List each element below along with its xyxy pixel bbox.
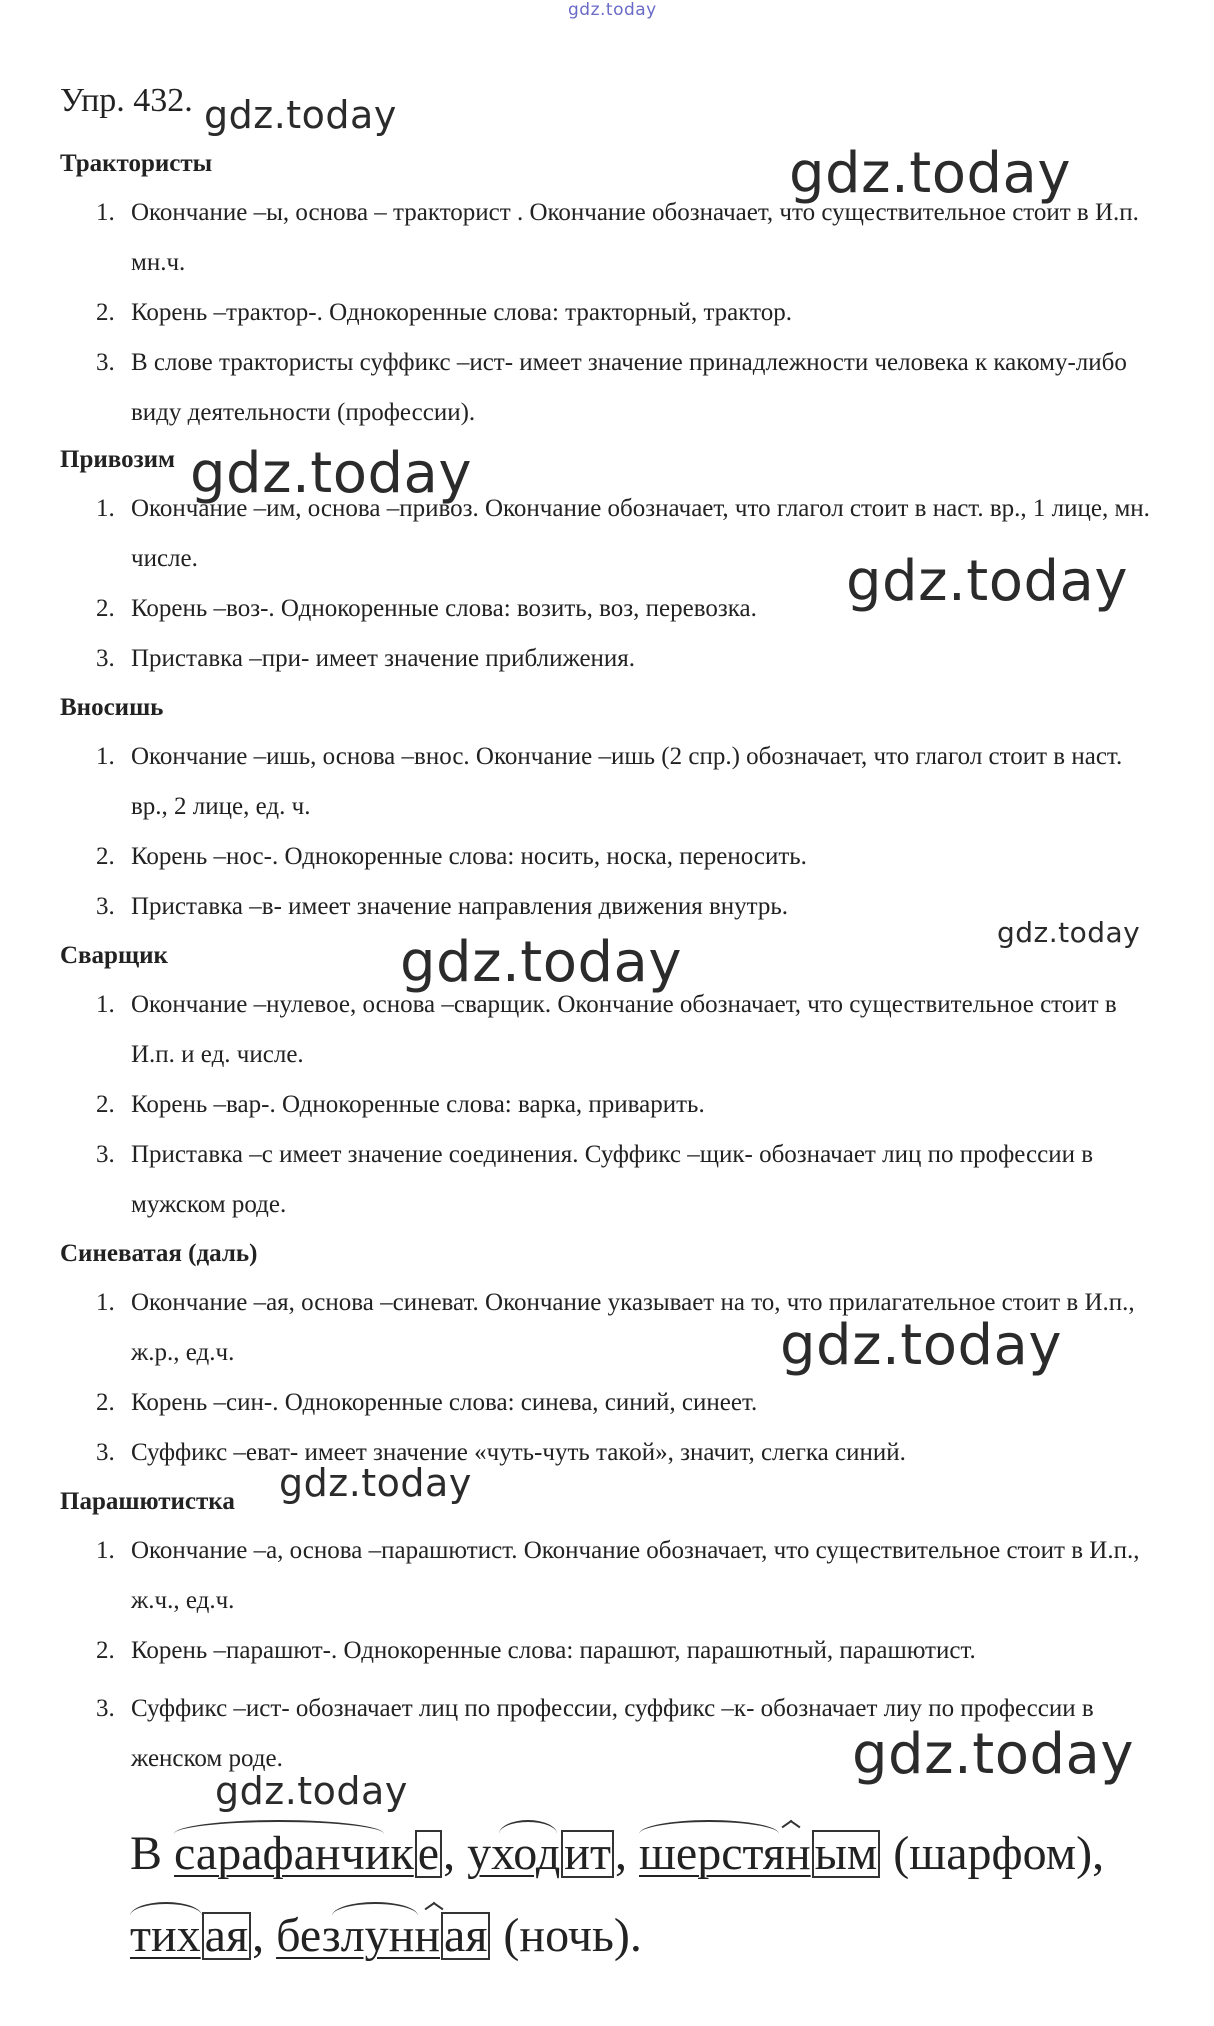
item-text: В слове трактористы суффикс –ист- имеет значение принадлежности человека к какому-либо виду деятельности (профессии).	[131, 349, 1127, 426]
item-number: 1.	[96, 1289, 115, 1316]
watermark: gdz.today	[215, 1769, 408, 1813]
item-text: Приставка –при- имеет значение приближения.	[131, 645, 636, 672]
section-title: Сварщик	[60, 942, 168, 969]
item-text: Окончание –ы, основа – тракторист . Окончание обозначает, что существительное стоит в И.п. мн.ч.	[131, 199, 1139, 276]
watermark: gdz.today	[997, 916, 1141, 949]
ending-box: ит	[561, 1830, 614, 1878]
list-item	[96, 1130, 1156, 1230]
root-arc	[499, 1820, 557, 1834]
word: (шарфом),	[893, 1827, 1105, 1880]
item-number: 3.	[96, 1141, 115, 1168]
section-title: Парашютистка	[60, 1488, 235, 1515]
watermark: gdz.today	[279, 1461, 472, 1505]
watermark: gdz.today	[190, 441, 473, 506]
ending-box: ая	[202, 1912, 251, 1960]
item-number: 3.	[96, 645, 115, 672]
watermark: gdz.today	[789, 141, 1072, 206]
item-number: 2.	[96, 1389, 115, 1416]
root-arc	[332, 1902, 418, 1916]
section-title: Синеватая (даль)	[60, 1240, 258, 1267]
root-arc	[639, 1820, 779, 1834]
item-number: 1.	[96, 199, 115, 226]
list-item	[96, 1428, 1156, 1478]
morpheme-word	[276, 1906, 491, 1966]
suffix-mark	[781, 1818, 801, 1830]
item-number: 1.	[96, 495, 115, 522]
list-item	[96, 1378, 1156, 1428]
item-text: Окончание –а, основа –парашютист. Окончание обозначает, что существительное стоит в И.п., ж.ч., ед.ч.	[131, 1537, 1140, 1614]
word: В	[130, 1827, 163, 1880]
item-text: Приставка –в- имеет значение направления движения внутрь.	[131, 893, 789, 920]
word-stem: тих	[130, 1909, 201, 1962]
comma: ,	[614, 1827, 627, 1880]
word-stem: шерстян	[638, 1827, 811, 1880]
morpheme-word	[130, 1906, 252, 1966]
item-number: 2.	[96, 843, 115, 870]
morpheme-word	[639, 1824, 881, 1884]
morpheme-word	[467, 1824, 615, 1884]
item-number: 3.	[96, 349, 115, 376]
section-title: Привозим	[60, 446, 176, 473]
watermark: gdz.today	[846, 549, 1129, 614]
list-item	[96, 634, 1156, 684]
morpheme-word	[174, 1824, 443, 1884]
list-item	[96, 288, 1156, 338]
item-number: 3.	[96, 1695, 115, 1722]
list-item	[96, 980, 1156, 1080]
item-text: Окончание –ая, основа –синеват. Окончание указывает на то, что прилагательное стоит в И.п., ж.р., ед.ч.	[131, 1289, 1135, 1366]
item-text: Окончание –ишь, основа –внос. Окончание –ишь (2 спр.) обозначает, что глагол стоит в наст. вр., 2 лице, ед. ч.	[131, 743, 1123, 820]
list-item	[96, 732, 1156, 832]
item-text: Суффикс –ист- обозначает лиц по профессии, суффикс –к- обозначает лиу по профессии в женском роде.	[131, 1695, 1094, 1772]
list-item	[96, 1626, 1156, 1676]
word-stem: уход	[467, 1827, 561, 1880]
list-item	[96, 338, 1156, 438]
ending-box: е	[415, 1830, 442, 1878]
comma: ,	[252, 1909, 265, 1962]
section-title: Вносишь	[60, 694, 164, 721]
watermark: gdz.today	[400, 930, 683, 995]
item-number: 2.	[96, 1637, 115, 1664]
word-stem: сарафанчик	[174, 1827, 414, 1880]
exercise-title: Упр. 432.	[60, 82, 193, 119]
item-text: Корень –парашют-. Однокоренные слова: парашют, парашютный, парашютист.	[131, 1637, 976, 1664]
section-title: Трактористы	[60, 150, 213, 177]
item-number: 3.	[96, 1439, 115, 1466]
watermark: gdz.today	[852, 1722, 1135, 1787]
item-text: Корень –нос-. Однокоренные слова: носить, носка, переносить.	[131, 843, 807, 870]
item-text: Суффикс –еват- имеет значение «чуть-чуть такой», значит, слегка синий.	[131, 1439, 906, 1466]
item-number: 1.	[96, 1537, 115, 1564]
item-number: 2.	[96, 1091, 115, 1118]
morphemic-line-2	[130, 1906, 642, 1966]
watermark: gdz.today	[204, 93, 397, 137]
comma: ,	[443, 1827, 456, 1880]
root-arc	[174, 1820, 384, 1834]
suffix-mark	[424, 1900, 444, 1912]
item-text: Окончание –нулевое, основа –сварщик. Окончание обозначает, что существительное стоит в И.п. и ед. числе.	[131, 991, 1117, 1068]
item-text: Корень –син-. Однокоренные слова: синева, синий, синеет.	[131, 1389, 758, 1416]
item-number: 1.	[96, 743, 115, 770]
item-number: 2.	[96, 299, 115, 326]
ending-box: ая	[441, 1912, 490, 1960]
list-item	[96, 832, 1156, 882]
list-item	[96, 1080, 1156, 1130]
item-text: Корень –вар-. Однокоренные слова: варка, приварить.	[131, 1091, 705, 1118]
word-stem: безлунн	[276, 1909, 441, 1962]
item-number: 2.	[96, 595, 115, 622]
morphemic-line-1	[130, 1824, 1104, 1884]
ending-box: ым	[812, 1830, 881, 1878]
word: (ночь).	[503, 1909, 642, 1962]
list-item	[96, 1526, 1156, 1626]
item-text: Окончание –им, основа –привоз. Окончание обозначает, что глагол стоит в наст. вр., 1 лице, мн. числе.	[131, 495, 1150, 572]
root-arc	[130, 1902, 202, 1916]
watermark: gdz.today	[568, 0, 657, 20]
item-text: Корень –воз-. Однокоренные слова: возить, воз, перевозка.	[131, 595, 757, 622]
watermark: gdz.today	[780, 1313, 1063, 1378]
item-number: 1.	[96, 991, 115, 1018]
item-text: Корень –трактор-. Однокоренные слова: тракторный, трактор.	[131, 299, 792, 326]
item-number: 3.	[96, 893, 115, 920]
item-text: Приставка –с имеет значение соединения. Суффикс –щик- обозначает лиц по профессии в мужском роде.	[131, 1141, 1094, 1218]
